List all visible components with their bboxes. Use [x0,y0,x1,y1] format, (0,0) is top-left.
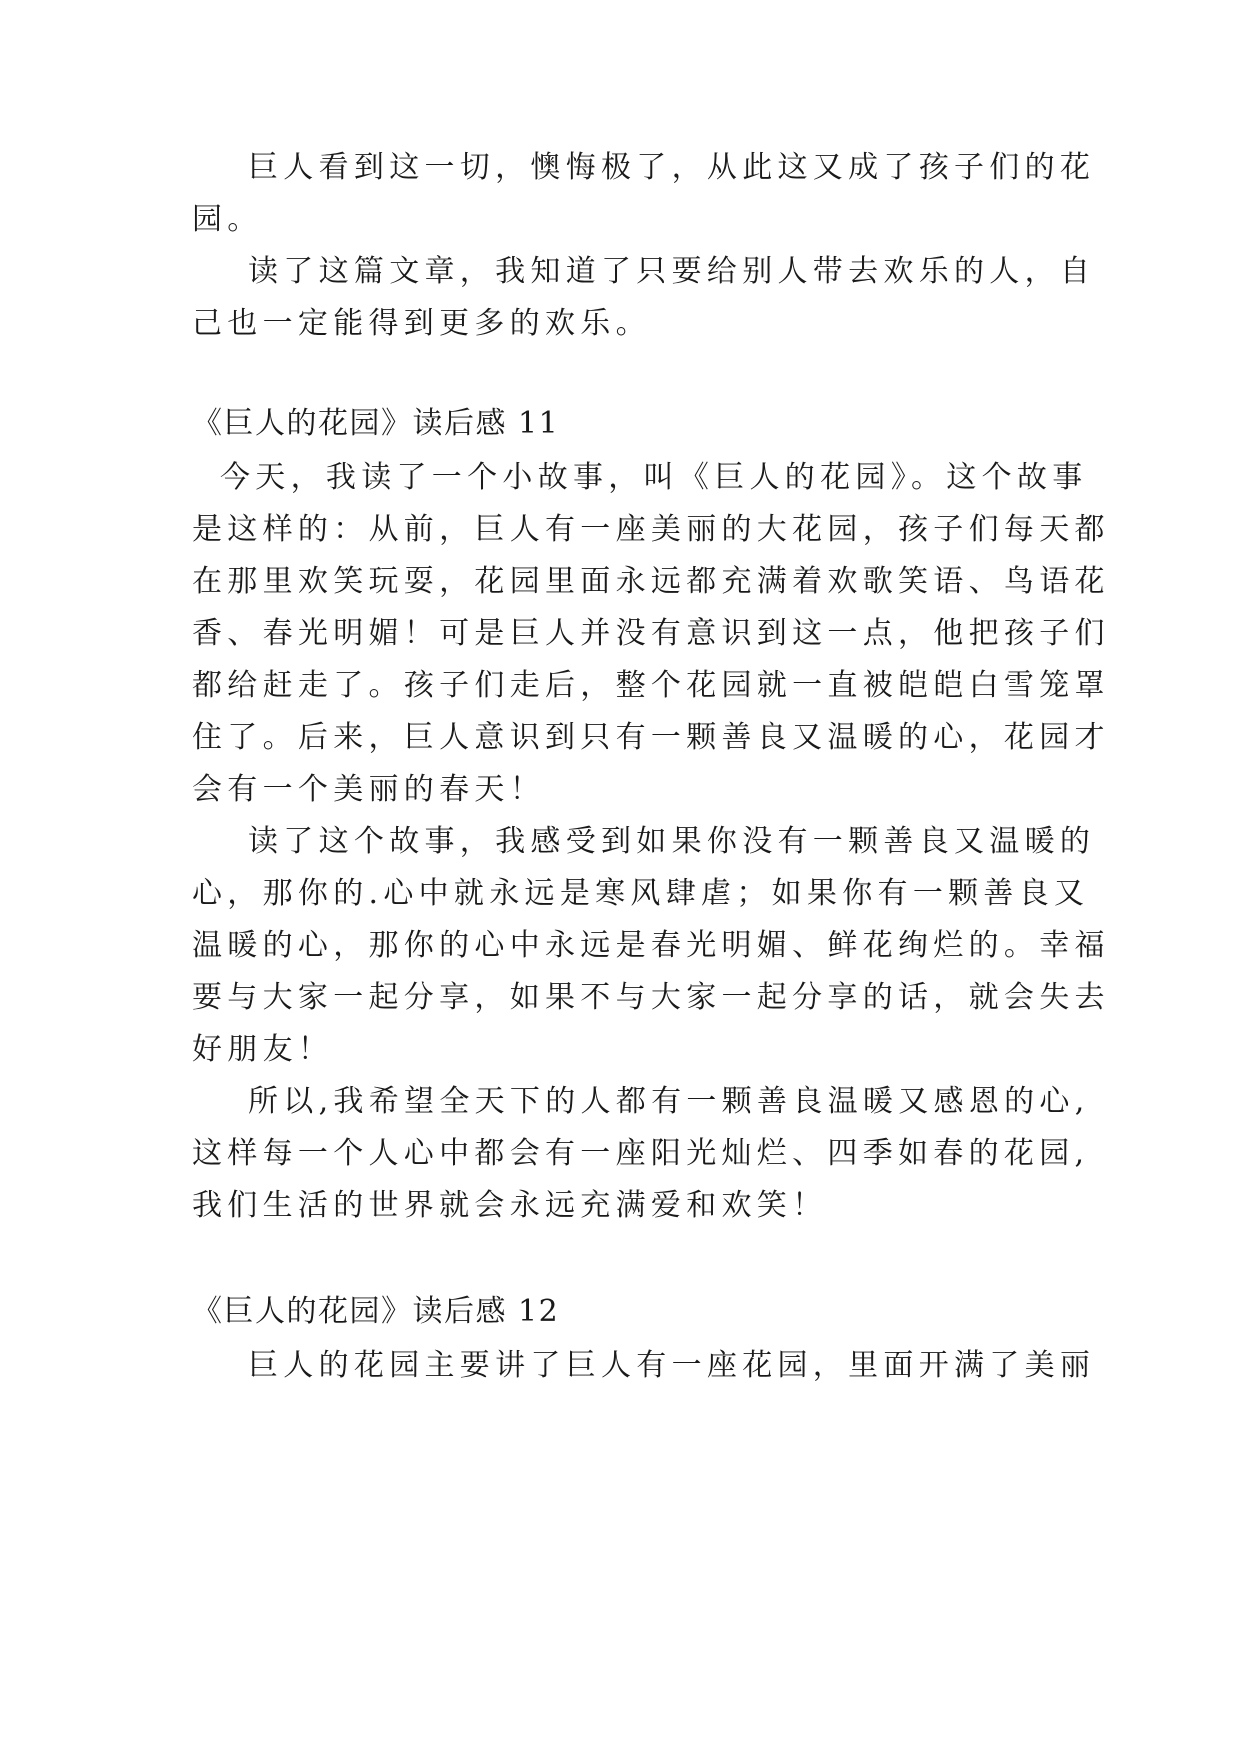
paragraph-line: 我们生活的世界就会永远充满爱和欢笑！ [192,1188,828,1223]
paragraph-line: 住了。后来，巨人意识到只有一颗善良又温暖的心，花园才 [192,720,1110,755]
paragraph-line: 在那里欢笑玩耍，花园里面永远都充满着欢歌笑语、鸟语花 [192,564,1110,599]
section-title: 《巨人的花园》读后感 12 [192,1294,560,1329]
paragraph-line: 香、春光明媚！可是巨人并没有意识到这一点，他把孩子们 [192,616,1110,651]
paragraph-line: 心，那你的.心中就永远是寒风肆虐；如果你有一颗善良又 [192,876,1090,911]
paragraph-line: 温暖的心，那你的心中永远是春光明媚、鲜花绚烂的。幸福 [192,928,1110,963]
paragraph-line: 这样每一个人心中都会有一座阳光灿烂、四季如春的花园, [192,1136,1090,1171]
paragraph-line: 己也一定能得到更多的欢乐。 [192,306,651,341]
paragraph-line: 要与大家一起分享，如果不与大家一起分享的话，就会失去 [192,980,1110,1015]
paragraph-line: 园。 [192,202,263,237]
paragraph-line: 巨人看到这一切，懊悔极了，从此这又成了孩子们的花 [248,150,1096,185]
paragraph-line: 今天，我读了一个小故事，叫《巨人的花园》。这个故事 [220,460,1088,495]
paragraph-line: 巨人的花园主要讲了巨人有一座花园，里面开满了美丽 [248,1348,1096,1383]
paragraph-line: 都给赶走了。孩子们走后，整个花园就一直被皑皑白雪笼罩 [192,668,1110,703]
paragraph-line: 读了这篇文章，我知道了只要给别人带去欢乐的人，自 [248,254,1096,289]
paragraph-line: 会有一个美丽的春天！ [192,772,545,807]
paragraph-line: 读了这个故事，我感受到如果你没有一颗善良又温暖的 [248,824,1096,859]
paragraph-line: 好朋友！ [192,1032,334,1067]
section-title: 《巨人的花园》读后感 11 [192,406,560,441]
paragraph-line: 所以,我希望全天下的人都有一颗善良温暖又感恩的心, [248,1084,1090,1119]
paragraph-line: 是这样的：从前，巨人有一座美丽的大花园，孩子们每天都 [192,512,1110,547]
